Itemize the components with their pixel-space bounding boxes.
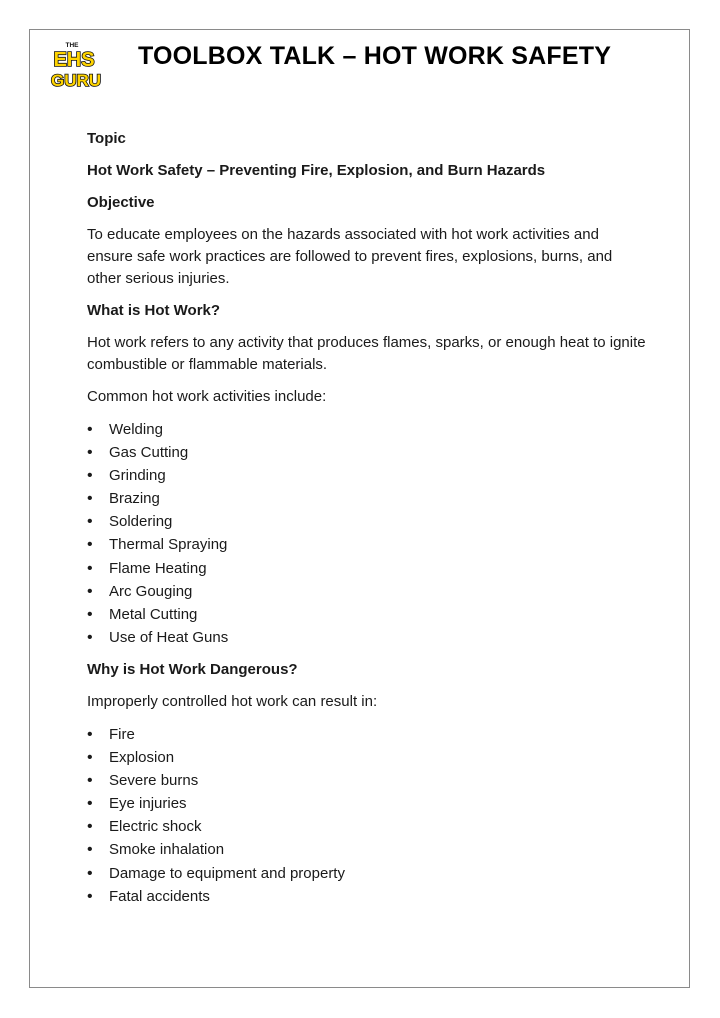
logo-top-text: THE [65,42,79,49]
list-item: • Explosion [87,746,647,769]
logo-line2: GURU [50,71,102,90]
what-is-hot-work-heading: What is Hot Work? [87,302,221,319]
hazards-list [87,723,647,908]
topic-text: Hot Work Safety – Preventing Fire, Explosion, and Burn Hazards [87,162,546,179]
list-item: • Fatal accidents [87,885,647,908]
list-item: • Thermal Spraying [87,533,647,556]
objective-text: To educate employees on the hazards associated with hot work activities and ensure safe work practices are followed to prevent fires, explosions, burns, and other serious injuries. [87,226,613,287]
list-item: • Flame Heating [87,557,647,580]
ehs-guru-logo [48,40,106,90]
list-item: • Damage to equipment and property [87,862,647,885]
list-item: • Electric shock [87,815,647,838]
why-dangerous-intro: Improperly controlled hot work can result in: [87,692,378,710]
list-item: • Eye injuries [87,792,647,815]
activities-list [87,418,647,649]
list-item: • Brazing [87,487,647,510]
list-item: • Metal Cutting [87,603,647,626]
list-item: • Arc Gouging [87,580,647,603]
document-title: TOOLBOX TALK – HOT WORK SAFETY [138,42,612,70]
list-item: • Gas Cutting [87,441,647,464]
logo-line1: EHS [53,49,95,71]
list-item: • Grinding [87,464,647,487]
list-item: • Use of Heat Guns [87,626,647,649]
document-body [87,128,647,918]
objective-heading: Objective [87,194,155,211]
topic-heading: Topic [87,130,126,147]
list-item: • Smoke inhalation [87,838,647,861]
list-item: • Welding [87,418,647,441]
what-is-hot-work-text: Hot work refers to any activity that produces flames, sparks, or enough heat to ignite combustible or flammable materials. [87,334,646,373]
list-item: • Fire [87,723,647,746]
list-item: • Severe burns [87,769,647,792]
why-dangerous-heading: Why is Hot Work Dangerous? [87,660,298,678]
activities-intro: Common hot work activities include: [87,388,327,405]
list-item: • Soldering [87,510,647,533]
